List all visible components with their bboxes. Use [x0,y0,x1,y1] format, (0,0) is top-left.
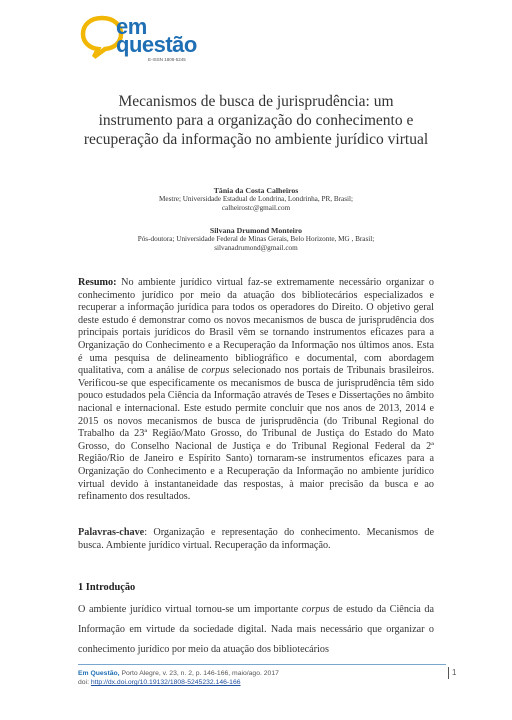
keywords-text: : Organização e representação do conhecimento. Mecanismos de busca. Ambiente jurídico virtual. Recuperação da informação. [78,527,434,551]
abstract-text-1: No ambiente jurídico virtual faz-se extremamente necessário organizar o conhecimento jurídico por meio da atuação dos bibliotecários especializados e recuperar a informação jurídica para todos os operadores do Direito. O objetivo geral deste estudo é demonstrar como os novos mecanismos de busca de jurisprudência dos principais portais jurídicos do Brasil vêm se tornando instrumentos eficazes para a Organização do Conhecimento e a Recuperação da Informação nos últimos anos. Esta é uma pesquisa de delineamento bibliográfico e documental, com abordagem qualitativa, com a análise de [78,277,434,377]
footer-citation-text: Porto Alegre, v. 23, n. 2, p. 146-166, maio/ago. 2017 [119,670,279,677]
article-title: Mecanismos de busca de jurisprudência: um instrumento para a organização do conhecimento e recuperação da informação no ambiente jurídico virtual [83,93,429,148]
logo-line2: questão [116,32,197,57]
author-block [60,226,452,253]
section-text-1: O ambiente jurídico virtual tornou-se um importante [78,604,302,615]
section-text-2: de estudo da Ciência da Informação em virtude da sociedade digital. Nada mais necessário que organizar o conhecimento jurídico por meio da atuação dos bibliotecários [78,604,434,655]
author-name: Tânia da Costa Calheiros [213,186,299,195]
author-block [60,186,452,213]
abstract [78,277,434,504]
page-number-divider [448,667,449,679]
section-body [78,600,434,660]
footer-citation [78,669,279,687]
abstract-text-2: selecionado nos portais de Tribunais brasileiros. Verificou-se que especificamente os mecanismos de busca de jurisprudência têm sido pouco estudados pela Ciência da Informação através de Teses e Dissertações no âmbito nacional e internacional. Este estudo permite concluir que nos anos de 2013, 2014 e 2015 os novos mecanismos de busca de jurisprudência (do Tribunal Regional do Trabalho da 23ª Região/Mato Grosso, do Tribunal de Justiça do Estado do Mato Grosso, do Conselho Nacional de Justiça e do Tribunal Regional Federal da 2ª Região/Rio de Janeiro e Espírito Santo) tornaram-se instrumentos eficazes para a Organização do Conhecimento e a Recuperação da Informação no ambiente jurídico virtual devido à instantaneidade das respostas, à maior precisão da busca e ao refinamento dos resultados. [78,365,434,503]
section-italic-term: corpus [301,604,330,615]
journal-logo [80,14,220,66]
doi-link[interactable]: http://dx.doi.org/10.19132/1808-5245232.146-166 [90,679,241,686]
footer-journal: Em Questão, [78,670,120,677]
author-email: silvanadrumond@gmail.com [214,244,298,252]
author-affiliation: Pós-doutora; Universidade Federal de Minas Gerais, Belo Horizonte, MG , Brasil; [137,235,375,243]
logo-issn: E-ISSN 1808-5245 [148,57,186,62]
keywords [78,527,434,552]
logo-line1: em [116,14,147,39]
keywords-label: Palavras-chave [78,527,145,538]
footer-divider [78,664,446,665]
abstract-label: Resumo: [78,277,117,288]
author-name: Silvana Drumond Monteiro [209,226,303,235]
page-number: 1 [452,668,457,677]
abstract-italic-term: corpus [201,365,230,377]
author-email: calheirostc@gmail.com [221,204,291,212]
footer-doi-label: doi: [78,679,91,686]
section-heading: 1 Introdução [78,582,136,593]
author-affiliation: Mestre; Universidade Estadual de Londrina, Londrinha, PR, Brasil; [158,195,354,203]
